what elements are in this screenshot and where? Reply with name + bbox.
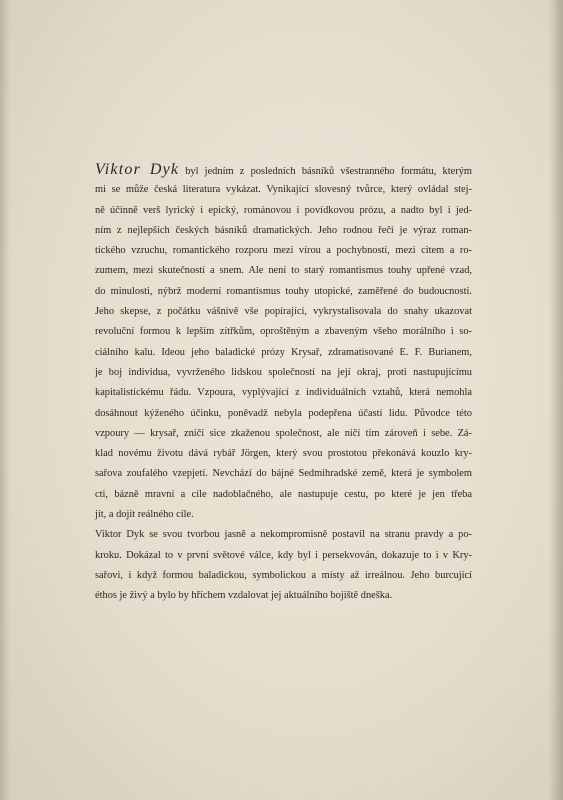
- paragraph-1-line: kapitalistickému řádu. Vzpoura, vyplývající z individuálních vztahů, která nemohla: [95, 387, 472, 399]
- paragraph-1-line: je boj individua, vyvrženého lidskou společností na její okraj, proti nastupujícímu: [95, 366, 472, 378]
- paragraph-1-line: [95, 160, 472, 180]
- paragraph-2-line: sařovi, i když formou baladickou, symbolickou a místy až irreálnou. Jeho burcující: [95, 569, 472, 581]
- paragraph-1-line: Jeho skepse, z počátku vášnivě vše popírající, vykrystalisovala do snahy ukazovat: [95, 306, 472, 318]
- paragraph-1-line: dosáhnout kýženého účinku, poněvadž nebyla podepřena účastí lidu. Původce této: [95, 407, 472, 419]
- paragraph-1-line: zumem, mezi skutečností a snem. Ale není to starý romantismus touhy upřené vzad,: [95, 265, 472, 277]
- paragraph-1-line: tického vzruchu, romantického rozporu mezi vírou a pochybností, mezi citem a ro-: [95, 245, 472, 257]
- page-left-shadow: [0, 0, 10, 800]
- paragraph-1-line: mi se může česká literatura vykázat. Vynikající slovesný tvůrce, který ovládal stej-: [95, 184, 472, 196]
- body-text: [95, 160, 472, 607]
- paragraph-1-first-line-text: byl jedním z posledních básníků všestranného formátu, kterým: [185, 166, 472, 177]
- paragraph-2-line: Viktor Dyk se svou tvorbou jasně a nekompromisně postavil na stranu pravdy a po-: [95, 529, 472, 541]
- paragraph-1-line: ním z nejlepších českých básníků dramatických. Jeho rodnou řečí je výraz roman-: [95, 224, 472, 236]
- paragraph-1: [95, 160, 472, 525]
- paragraph-2-line: éthos je živý a bylo by hříchem vzdalovat jej aktuálního bojiště dneška.: [95, 590, 393, 602]
- paragraph-1-line: klad novému životu dává rybář Jörgen, který svou prostotou překonává kouzlo kry-: [95, 448, 472, 460]
- paragraph-1-line: revoluční formou k lepším zítřkům, oproštěným a zbaveným všeho morálního i so-: [95, 326, 472, 338]
- paragraph-1-line: cti, bázně mravní a cíle nadoblačného, ale nastupuje cestu, po které je jen třeba: [95, 488, 472, 500]
- paragraph-1-line: do minulosti, nýbrž moderní romantismus touhy utopické, zaměřené do budoucnosti.: [95, 285, 472, 297]
- paragraph-2: [95, 525, 472, 606]
- author-name: Viktor Dyk: [95, 161, 180, 178]
- paragraph-1-line: sařova zoufalého vzepjetí. Nevchází do bájné Sedmihradské země, která je symbolem: [95, 468, 472, 480]
- paragraph-1-line: vzpoury — krysař, zničí sice zkaženou společnost, ale ničí tím zároveň i sebe. Zá-: [95, 427, 472, 439]
- paragraph-2-line: kroku. Dokázal to v první světové válce, kdy byl i persekvován, dokazuje to i v Kry-: [95, 549, 472, 561]
- page-right-shadow: [549, 0, 563, 800]
- paragraph-1-line: jít, a dojít reálného cíle.: [95, 509, 194, 521]
- paragraph-1-line: ně účinně verš lyrický i epický, románovou i povídkovou prózu, a nadto byl i jed-: [95, 204, 472, 216]
- paragraph-1-line: ciálního kalu. Ideou jeho baladické prózy Krysař, zdramatisované E. F. Burianem,: [95, 346, 472, 358]
